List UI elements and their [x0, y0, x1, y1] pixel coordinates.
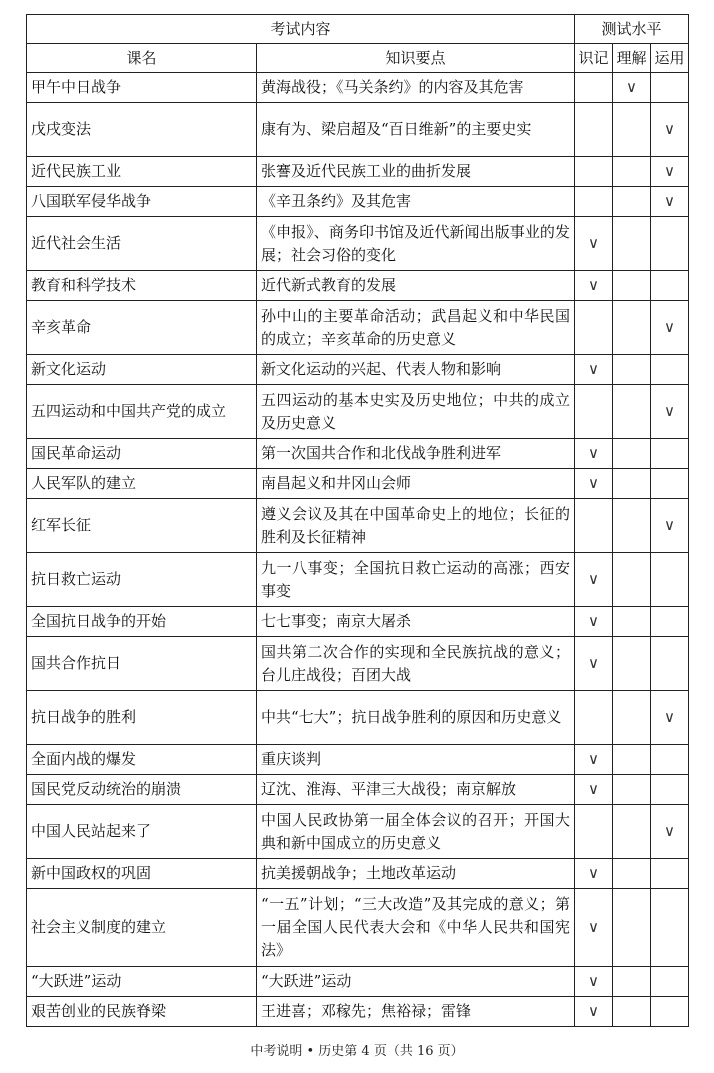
- level-apply-cell: [651, 805, 689, 859]
- key-points: 五四运动的基本史实及历史地位；中共的成立及历史意义: [257, 385, 575, 439]
- check-mark-icon: ∨: [588, 1002, 599, 1020]
- level-recall-cell: [575, 385, 613, 439]
- level-apply-cell: [651, 691, 689, 745]
- key-points: 黄海战役；《马关条约》的内容及其危害: [257, 73, 575, 103]
- level-recall-cell: [575, 859, 613, 889]
- course-name: 国民革命运动: [27, 439, 257, 469]
- course-name: 五四运动和中国共产党的成立: [27, 385, 257, 439]
- header-apply: 运用: [651, 44, 689, 73]
- key-points: 近代新式教育的发展: [257, 271, 575, 301]
- level-recall-cell: [575, 553, 613, 607]
- course-name: 抗日救亡运动: [27, 553, 257, 607]
- level-understand-cell: [613, 553, 651, 607]
- table-body: [27, 73, 689, 1027]
- table-row: [27, 301, 689, 355]
- check-mark-icon: ∨: [588, 474, 599, 492]
- exam-content-table: [26, 14, 689, 1027]
- page-footer: 中考说明 • 历史第 4 页（共 16 页）: [250, 1044, 464, 1059]
- header-exam-content: 考试内容: [27, 15, 575, 44]
- table-header-row-top: [27, 15, 689, 44]
- header-key-points: 知识要点: [257, 44, 575, 73]
- level-apply-cell: [651, 967, 689, 997]
- key-points: 遵义会议及其在中国革命史上的地位；长征的胜利及长征精神: [257, 499, 575, 553]
- table-row: [27, 691, 689, 745]
- check-mark-icon: ∨: [588, 750, 599, 768]
- check-mark-icon: ∨: [588, 276, 599, 294]
- level-apply-cell: [651, 607, 689, 637]
- level-recall-cell: [575, 103, 613, 157]
- level-recall-cell: [575, 355, 613, 385]
- course-name: 抗日战争的胜利: [27, 691, 257, 745]
- check-mark-icon: ∨: [588, 864, 599, 882]
- check-mark-icon: ∨: [664, 516, 676, 534]
- key-points: 第一次国共合作和北伐战争胜利进军: [257, 439, 575, 469]
- table-row: [27, 157, 689, 187]
- level-apply-cell: [651, 355, 689, 385]
- level-apply-cell: [651, 385, 689, 439]
- check-mark-icon: ∨: [588, 972, 599, 990]
- course-name: 教育和科学技术: [27, 271, 257, 301]
- table-row: [27, 217, 689, 271]
- table-row: [27, 859, 689, 889]
- check-mark-icon: ∨: [588, 780, 599, 798]
- level-recall-cell: [575, 607, 613, 637]
- course-name: 红军长征: [27, 499, 257, 553]
- level-understand-cell: [613, 355, 651, 385]
- level-recall-cell: [575, 271, 613, 301]
- key-points: 孙中山的主要革命活动；武昌起义和中华民国的成立；辛亥革命的历史意义: [257, 301, 575, 355]
- level-understand-cell: [613, 691, 651, 745]
- key-points: 中共“七大”；抗日战争胜利的原因和历史意义: [257, 691, 575, 745]
- level-apply-cell: [651, 553, 689, 607]
- key-points: 张謇及近代民族工业的曲折发展: [257, 157, 575, 187]
- table-row: [27, 889, 689, 967]
- table-row: [27, 73, 689, 103]
- level-apply-cell: [651, 997, 689, 1027]
- level-apply-cell: [651, 859, 689, 889]
- level-apply-cell: [651, 889, 689, 967]
- level-apply-cell: [651, 637, 689, 691]
- table-row: [27, 355, 689, 385]
- table-row: [27, 805, 689, 859]
- level-understand-cell: [613, 889, 651, 967]
- key-points: 中国人民政协第一届全体会议的召开；开国大典和新中国成立的历史意义: [257, 805, 575, 859]
- course-name: 人民军队的建立: [27, 469, 257, 499]
- course-name: 全面内战的爆发: [27, 745, 257, 775]
- key-points: 重庆谈判: [257, 745, 575, 775]
- course-name: 近代社会生活: [27, 217, 257, 271]
- course-name: 国民党反动统治的崩溃: [27, 775, 257, 805]
- level-understand-cell: [613, 607, 651, 637]
- key-points: 新文化运动的兴起、代表人物和影响: [257, 355, 575, 385]
- key-points: “一五”计划；“三大改造”及其完成的意义；第一届全国人民代表大会和《中华人民共和国宪法》: [257, 889, 575, 967]
- table-row: [27, 271, 689, 301]
- level-understand-cell: [613, 805, 651, 859]
- table-row: [27, 997, 689, 1027]
- level-apply-cell: [651, 271, 689, 301]
- level-apply-cell: [651, 301, 689, 355]
- level-apply-cell: [651, 217, 689, 271]
- level-recall-cell: [575, 73, 613, 103]
- level-apply-cell: [651, 439, 689, 469]
- header-course: 课名: [27, 44, 257, 73]
- level-recall-cell: [575, 997, 613, 1027]
- course-name: 八国联军侵华战争: [27, 187, 257, 217]
- table-row: [27, 553, 689, 607]
- course-name: 戊戌变法: [27, 103, 257, 157]
- check-mark-icon: ∨: [588, 360, 599, 378]
- level-understand-cell: [613, 271, 651, 301]
- level-understand-cell: [613, 967, 651, 997]
- key-points: 康有为、梁启超及“百日维新”的主要史实: [257, 103, 575, 157]
- level-understand-cell: [613, 859, 651, 889]
- key-points: 《申报》、商务印书馆及近代新闻出版事业的发展；社会习俗的变化: [257, 217, 575, 271]
- table-row: [27, 745, 689, 775]
- level-apply-cell: [651, 103, 689, 157]
- course-name: 艰苦创业的民族脊梁: [27, 997, 257, 1027]
- check-mark-icon: ∨: [664, 162, 676, 180]
- check-mark-icon: ∨: [588, 612, 599, 630]
- level-recall-cell: [575, 217, 613, 271]
- level-apply-cell: [651, 157, 689, 187]
- table-row: [27, 499, 689, 553]
- check-mark-icon: ∨: [588, 444, 599, 462]
- key-points: 九一八事变；全国抗日救亡运动的高涨；西安事变: [257, 553, 575, 607]
- level-recall-cell: [575, 967, 613, 997]
- level-recall-cell: [575, 469, 613, 499]
- level-understand-cell: [613, 745, 651, 775]
- level-understand-cell: [613, 439, 651, 469]
- level-apply-cell: [651, 187, 689, 217]
- level-apply-cell: [651, 745, 689, 775]
- level-apply-cell: [651, 775, 689, 805]
- level-understand-cell: [613, 997, 651, 1027]
- check-mark-icon: ∨: [664, 822, 676, 840]
- level-understand-cell: [613, 301, 651, 355]
- level-understand-cell: [613, 385, 651, 439]
- check-mark-icon: ∨: [664, 318, 676, 336]
- course-name: 全国抗日战争的开始: [27, 607, 257, 637]
- header-recall: 识记: [575, 44, 613, 73]
- level-recall-cell: [575, 637, 613, 691]
- table-row: [27, 775, 689, 805]
- level-understand-cell: [613, 157, 651, 187]
- course-name: 辛亥革命: [27, 301, 257, 355]
- check-mark-icon: ∨: [664, 402, 676, 420]
- table-row: [27, 385, 689, 439]
- level-recall-cell: [575, 889, 613, 967]
- table-row: [27, 637, 689, 691]
- check-mark-icon: ∨: [664, 708, 676, 726]
- course-name: 社会主义制度的建立: [27, 889, 257, 967]
- level-apply-cell: [651, 499, 689, 553]
- course-name: 近代民族工业: [27, 157, 257, 187]
- key-points: 辽沈、淮海、平津三大战役；南京解放: [257, 775, 575, 805]
- check-mark-icon: ∨: [588, 918, 599, 936]
- key-points: “大跃进”运动: [257, 967, 575, 997]
- table-row: [27, 103, 689, 157]
- course-name: 甲午中日战争: [27, 73, 257, 103]
- level-apply-cell: [651, 73, 689, 103]
- key-points: 南昌起义和井冈山会师: [257, 469, 575, 499]
- level-recall-cell: [575, 157, 613, 187]
- level-recall-cell: [575, 745, 613, 775]
- level-recall-cell: [575, 805, 613, 859]
- table-row: [27, 607, 689, 637]
- level-apply-cell: [651, 469, 689, 499]
- key-points: 抗美援朝战争；土地改革运动: [257, 859, 575, 889]
- check-mark-icon: ∨: [588, 570, 599, 588]
- course-name: 中国人民站起来了: [27, 805, 257, 859]
- level-recall-cell: [575, 499, 613, 553]
- header-understand: 理解: [613, 44, 651, 73]
- course-name: 国共合作抗日: [27, 637, 257, 691]
- level-understand-cell: [613, 73, 651, 103]
- course-name: “大跃进”运动: [27, 967, 257, 997]
- table-row: [27, 469, 689, 499]
- course-name: 新中国政权的巩固: [27, 859, 257, 889]
- check-mark-icon: ∨: [626, 78, 637, 96]
- header-test-level: 测试水平: [575, 15, 689, 44]
- level-recall-cell: [575, 691, 613, 745]
- level-recall-cell: [575, 301, 613, 355]
- table-header-row-sub: [27, 44, 689, 73]
- level-understand-cell: [613, 187, 651, 217]
- check-mark-icon: ∨: [588, 654, 599, 672]
- key-points: 国共第二次合作的实现和全民族抗战的意义；台儿庄战役；百团大战: [257, 637, 575, 691]
- level-understand-cell: [613, 469, 651, 499]
- key-points: 七七事变；南京大屠杀: [257, 607, 575, 637]
- course-name: 新文化运动: [27, 355, 257, 385]
- check-mark-icon: ∨: [664, 192, 676, 210]
- level-understand-cell: [613, 499, 651, 553]
- level-understand-cell: [613, 637, 651, 691]
- level-recall-cell: [575, 187, 613, 217]
- level-understand-cell: [613, 217, 651, 271]
- level-recall-cell: [575, 775, 613, 805]
- key-points: 《辛丑条约》及其危害: [257, 187, 575, 217]
- check-mark-icon: ∨: [588, 234, 599, 252]
- level-understand-cell: [613, 775, 651, 805]
- level-recall-cell: [575, 439, 613, 469]
- table-row: [27, 439, 689, 469]
- key-points: 王进喜；邓稼先；焦裕禄；雷锋: [257, 997, 575, 1027]
- table-row: [27, 187, 689, 217]
- level-understand-cell: [613, 103, 651, 157]
- table-row: [27, 967, 689, 997]
- check-mark-icon: ∨: [664, 120, 676, 138]
